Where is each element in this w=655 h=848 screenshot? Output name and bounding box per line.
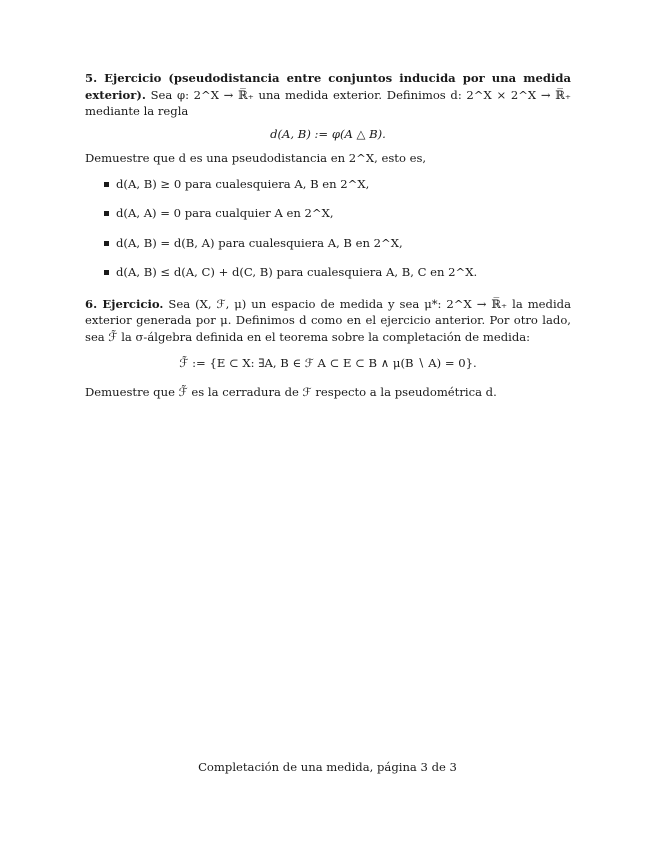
- exercise-5-task: Demuestre que d es una pseudodistancia en 2^X, esto es,: [85, 151, 427, 165]
- property-item: d(A, B) ≤ d(A, C) + d(C, B) para cualesquiera A, B, C en 2^X.: [85, 264, 571, 281]
- exercise-6-heading: 6. Ejercicio.: [85, 296, 164, 311]
- property-item: d(A, B) = d(B, A) para cualesquiera A, B en 2^X,: [85, 235, 571, 252]
- completion-sigma-algebra-formula: ℱ̃ := {E ⊂ X: ∃A, B ∈ ℱ A ⊂ E ⊂ B ∧ μ(B ∖ A) = 0}.: [179, 356, 477, 370]
- property-item: d(A, B) ≥ 0 para cualesquiera A, B en 2^X,: [85, 176, 571, 193]
- exercise-5-definition: Sea φ: 2^X → ℝ̅₊ una medida exterior. Definimos d: 2^X × 2^X → ℝ̅₊ mediante la regla: [85, 87, 571, 118]
- exercise-6-intro: [85, 296, 571, 346]
- exercise-6-task: Demuestre que ℱ̃ es la cerradura de ℱ respecto a la pseudométrica d.: [85, 384, 497, 399]
- exercise-5-heading: 5. Ejercicio (pseudodistancia entre conjuntos inducida por una medida exterior).: [85, 71, 571, 102]
- property-list: [85, 176, 571, 281]
- property-item: d(A, A) = 0 para cualquier A en 2^X,: [85, 205, 571, 222]
- pseudodistance-formula: d(A, B) := φ(A △ B).: [270, 126, 386, 141]
- exercise-6-text: Sea (X, ℱ, μ) un espacio de medida y sea μ*: 2^X → ℝ̅₊ la medida exterior generada por μ. Definimos d como en el ejercicio anterior. Por otro lado, sea ℱ̃ la σ-álgebra definida en el teorema sobre la completación de medida:: [85, 296, 572, 344]
- exercise-5-intro: [85, 70, 571, 120]
- page-footer: Completación de una medida, página 3 de 3: [198, 760, 457, 774]
- page-content: [85, 70, 571, 400]
